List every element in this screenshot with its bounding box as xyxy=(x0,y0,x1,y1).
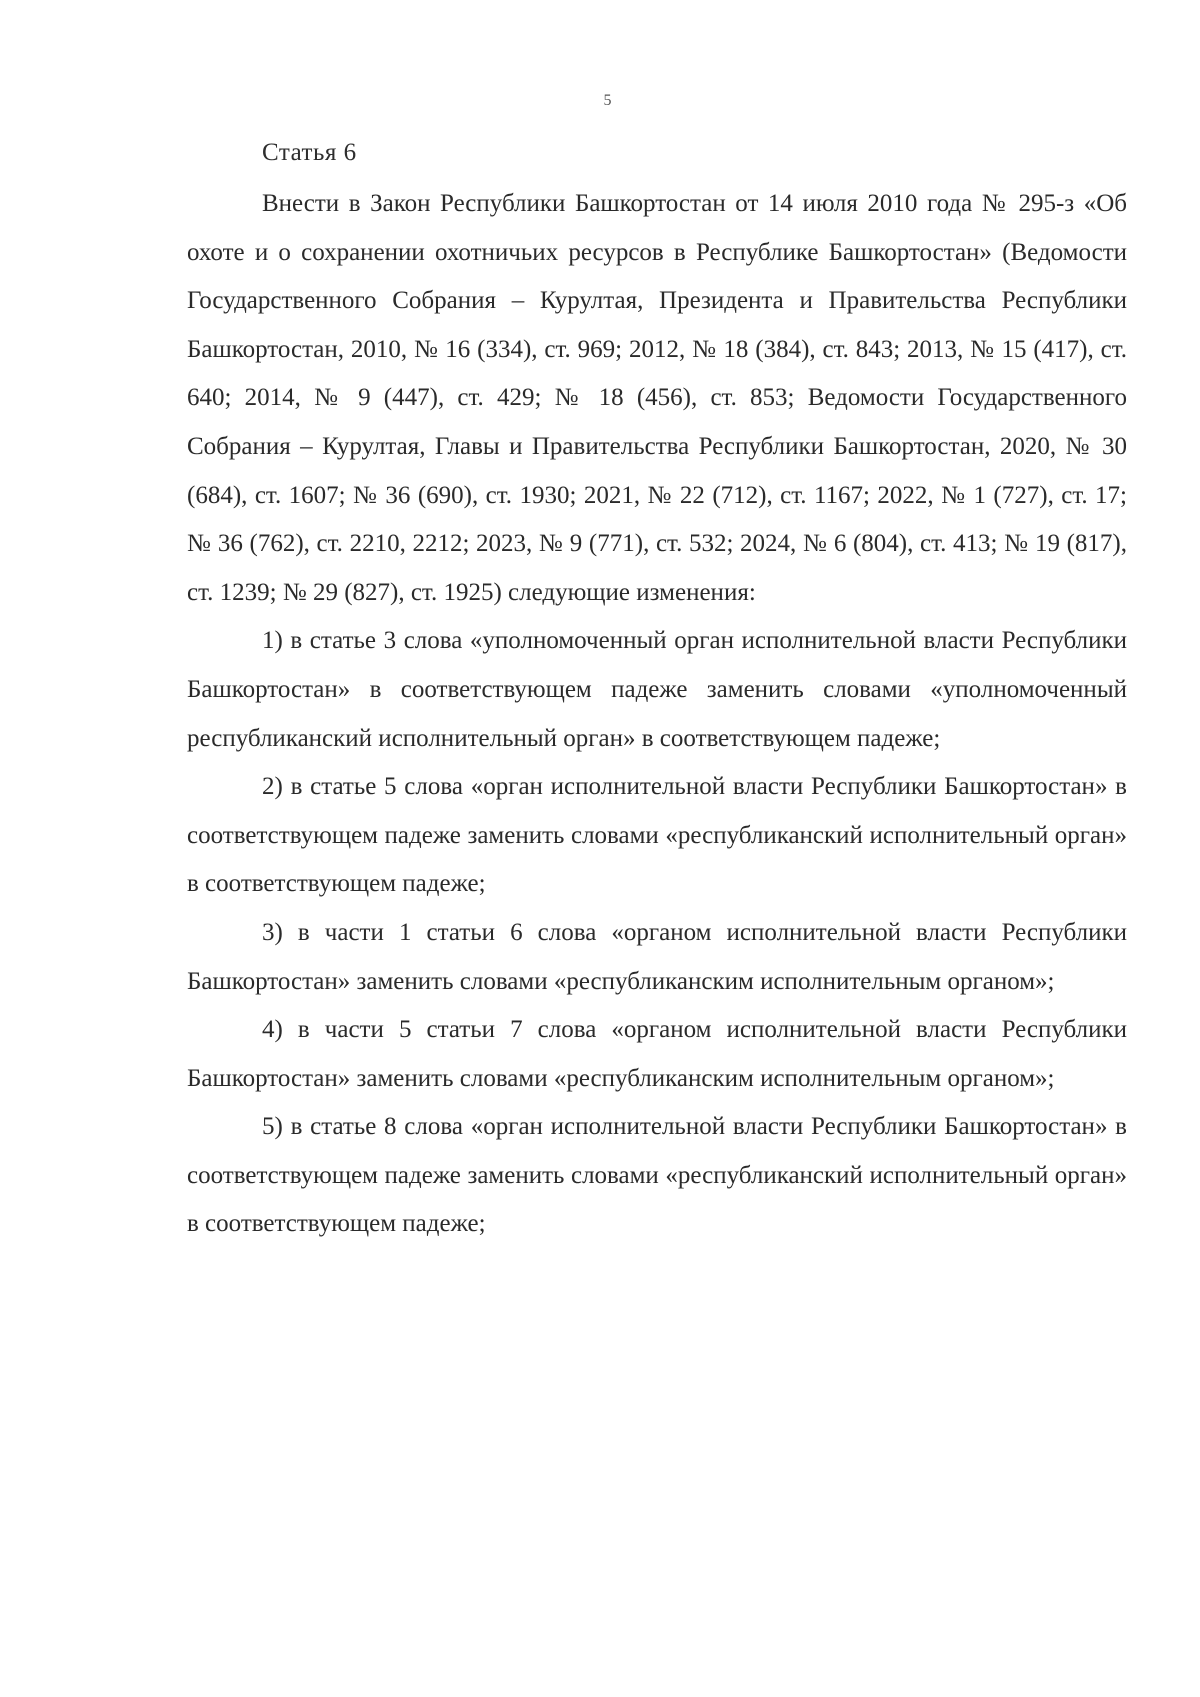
amendment-item-1: 1) в статье 3 слова «уполномоченный орган исполнительной власти Республики Башкортостан» в соответствующем падеже заменить словами «уполномоченный республиканский исполнительный орган» в соответствующем падеже; xyxy=(187,627,1127,752)
amendment-item-3: 3) в части 1 статьи 6 слова «органом исполнительной власти Республики Башкортостан» заменить словами «республиканским исполнительным органом»; xyxy=(187,918,1127,995)
page-number: 5 xyxy=(603,92,612,109)
amendment-item-4: 4) в части 5 статьи 7 слова «органом исполнительной власти Республики Башкортостан» заменить словами «республиканским исполнительным органом»; xyxy=(187,1016,1127,1092)
amendment-item-2: 2) в статье 5 слова «орган исполнительной власти Республики Башкортостан» в соответствующем падеже заменить словами «республиканский исполнительный орган» в соответствующем падеже; xyxy=(187,773,1127,898)
amendment-item-5: 5) в статье 8 слова «орган исполнительной власти Республики Башкортостан» в соответствующем падеже заменить словами «республиканский исполнительный орган» в соответствующем падеже; xyxy=(187,1113,1127,1238)
article-body xyxy=(187,180,1127,1249)
article-heading: Статья 6 xyxy=(262,139,357,166)
intro-paragraph: Внести в Закон Республики Башкортостан от 14 июля 2010 года № 295-з «Об охоте и о сохранении охотничьих ресурсов в Республике Башкортостан» (Ведомости Государственного Собрания – Курултая, Президента и Правительства Республики Башкортостан, 2010, № 16 (334), ст. 969; 2012, № 18 (384), ст. 843; 2013, № 15 (417), ст. 640; 2014, № 9 (447), ст. 429; № 18 (456), ст. 853; Ведомости Государственного Собрания – Курултая, Главы и Правительства Республики Башкортостан, 2020, № 30 (684), ст. 1607; № 36 (690), ст. 1930; 2021, № 22 (712), ст. 1167; 2022, № 1 (727), ст. 17; № 36 (762), ст. 2210, 2212; 2023, № 9 (771), ст. 532; 2024, № 6 (804), ст. 413; № 19 (817), ст. 1239; № 29 (827), ст. 1925) следующие изменения: xyxy=(187,190,1127,606)
